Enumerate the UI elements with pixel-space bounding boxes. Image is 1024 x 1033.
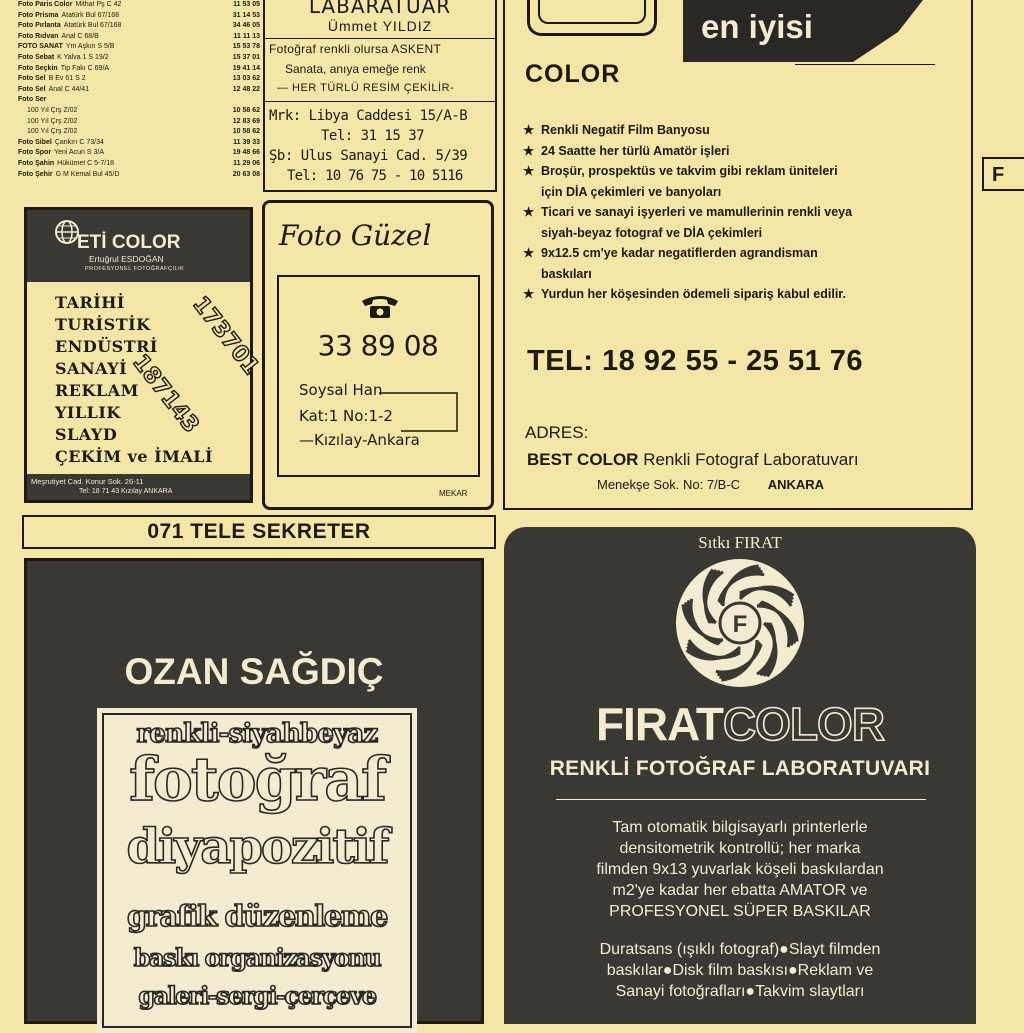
listing-entry — [18, 95, 49, 106]
firat-subtitle: RENKLİ FOTOĞRAF LABORATUVARI — [549, 757, 931, 780]
listing-name: Foto Seçkin — [18, 64, 58, 72]
eti-tagline: PROFESYONEL FOTOĞRAFÇILIK — [85, 266, 185, 272]
star-icon: ★ — [523, 246, 535, 260]
firat-brand-b: COLOR — [722, 698, 885, 750]
listing-address: Tip Fakı C 69/A — [60, 64, 110, 72]
listing-address: Mithat Pş C 42 — [75, 1, 122, 8]
listing-row — [18, 74, 260, 85]
listing-entry — [18, 85, 89, 96]
eti-phone-1: 187143 — [127, 350, 204, 438]
listing-address: Çankırı C 73/34 — [54, 138, 104, 146]
firat-body-line: m2'ye kadar her ebatta AMATOR ve — [612, 882, 868, 899]
best-street: Menekşe Sok. No: 7/B-C — [597, 477, 741, 492]
lab-owner: Ümmet YILDIZ — [327, 18, 433, 34]
service-item — [523, 120, 963, 141]
listing-row — [18, 32, 260, 43]
service-text: 24 Saatte her türlü Amatör işleri — [541, 143, 730, 158]
firat-body-line: PROFESYONEL SÜPER BASKILAR — [609, 903, 871, 920]
listing-name: Foto Şehir — [18, 170, 53, 178]
listing-address: 100 Yıl Çrş Z/02 — [27, 106, 78, 114]
aperture-logo-icon — [674, 557, 806, 689]
listing-phone: 15 37 01 — [232, 53, 260, 61]
star-icon: ★ — [523, 287, 535, 301]
service-text: Renkli Negatif Film Banyosu — [541, 123, 710, 137]
firat-services-line: baskılar●Disk film baskısı●Reklam ve — [606, 962, 874, 979]
listing-row — [18, 95, 260, 106]
listing-row — [18, 106, 260, 117]
eti-address-2: Tel: 18 71 43 Kızılay ANKARA — [79, 488, 173, 495]
phone-listing — [18, 0, 260, 192]
listing-entry — [24, 127, 77, 138]
service-text: Broşür, prospektüs ve takvim gibi reklam üniteleri — [541, 164, 838, 178]
listing-phone: 12 48 22 — [232, 85, 260, 93]
listing-phone: 11 39 33 — [233, 138, 260, 146]
best-address-line — [597, 477, 957, 492]
firat-color-ad — [504, 527, 976, 1024]
listing-entry — [24, 106, 77, 117]
listing-row — [18, 159, 260, 170]
listing-name: Foto Sel — [18, 75, 46, 83]
listing-entry — [18, 53, 109, 64]
guzel-inner-box — [277, 275, 480, 477]
star-icon: ★ — [523, 123, 535, 137]
ozan-line-4: grafik düzenleme — [127, 899, 387, 933]
service-text: Ticari ve sanayi işyerleri ve mamullerinin renkli veya — [541, 205, 853, 219]
listing-phone: 11 53 05 — [233, 1, 260, 8]
guzel-phone: 33 89 08 — [317, 329, 439, 362]
listing-name: Foto Spor — [18, 149, 52, 157]
listing-address: G M Kemal Bul 45/D — [55, 170, 120, 178]
listing-phone: 19 41 14 — [232, 64, 260, 72]
best-color-ad — [503, 0, 973, 510]
best-desc: Renkli Fotograf Laboratuvarı — [643, 450, 859, 469]
listing-entry — [18, 32, 99, 43]
listing-name: Foto Paris Color — [18, 1, 73, 8]
listing-row — [18, 170, 260, 181]
listing-name: Foto Sel — [18, 85, 46, 93]
eti-service-item: TURİSTİK — [55, 315, 151, 334]
eti-owner: Ertuğrul ESDOĞAN — [89, 254, 164, 264]
section-tab-f: F — [982, 157, 1024, 191]
listing-entry — [18, 159, 114, 170]
guzel-line3: —Kızılay-Ankara — [299, 431, 420, 449]
listing-phone: 20 63 08 — [232, 170, 260, 178]
service-text: için DİA çekimleri ve banyoları — [541, 184, 722, 199]
lab-sube-tel: Tel: 10 76 75 - 10 5116 — [287, 168, 463, 184]
eti-footer — [27, 474, 250, 500]
tele-sekreter-ad — [22, 515, 496, 549]
listing-address: Anal C 68/B — [61, 32, 99, 40]
best-logo-fragment — [527, 0, 657, 36]
service-text: Yurdun her köşesinden ödemeli sipariş kabul edilir. — [541, 287, 846, 301]
telephone-icon — [359, 291, 401, 321]
star-icon: ★ — [523, 143, 535, 158]
listing-phone: 10 58 62 — [232, 106, 260, 114]
star-icon — [523, 264, 533, 285]
ozan-line-3: diyapozitif — [126, 819, 388, 875]
listing-address: 100 Yıl Çrş Z/02 — [27, 117, 78, 125]
eti-service-item: REKLAM — [55, 381, 139, 400]
listing-entry — [18, 148, 104, 159]
ozan-name: OZAN SAĞDIÇ — [124, 651, 384, 692]
listing-row — [18, 53, 260, 64]
best-adres-label: ADRES: — [525, 423, 589, 442]
guzel-logo: Foto Güzel — [279, 219, 432, 252]
listing-entry — [18, 64, 109, 75]
listing-row — [18, 21, 260, 32]
listing-name: Foto Sibel — [18, 138, 52, 146]
firat-body-line: Tam otomatik bilgisayarlı printerlerle — [612, 819, 868, 836]
listing-phone: 11 29 06 — [233, 159, 260, 167]
eti-color-ad — [24, 207, 264, 503]
ozan-line-2: fotoğraf — [129, 745, 385, 815]
firat-body-line: densitometrik kontrollü; her marka — [619, 840, 861, 857]
listing-phone: 15 53 78 — [232, 43, 260, 51]
best-slogan: en iyisi — [701, 8, 813, 45]
best-services-list — [523, 120, 963, 305]
star-icon — [523, 223, 533, 244]
listing-row — [18, 64, 260, 75]
listing-phone: 31 14 53 — [232, 11, 260, 19]
eti-service-item: ENDÜSTRİ — [55, 337, 158, 356]
listing-entry — [18, 21, 121, 32]
listing-name: Foto Ser — [18, 96, 47, 104]
service-item — [523, 223, 963, 244]
best-name: BEST COLOR — [527, 450, 639, 469]
askent-lab-ad — [263, 0, 497, 192]
service-item — [523, 161, 963, 182]
ozan-line-5: baskı organizasyonu — [133, 943, 381, 972]
listing-phone: 19 48 66 — [232, 149, 260, 157]
foto-guzel-ad — [262, 200, 494, 510]
best-name-line — [527, 450, 967, 470]
eti-phone-2: 173701 — [187, 292, 264, 380]
eti-service-item: SLAYD — [55, 425, 118, 444]
listing-row — [18, 127, 260, 138]
eti-service-item: SANAYİ — [55, 359, 128, 378]
listing-row — [18, 148, 260, 159]
firat-brand — [504, 697, 976, 751]
eti-brand: ETİ COLOR — [77, 232, 181, 253]
listing-entry — [24, 117, 77, 128]
guzel-line2: Kat:1 No:1-2 — [299, 407, 393, 425]
listing-row — [18, 117, 260, 128]
firat-services — [504, 939, 976, 1002]
ozan-sagdic-ad — [24, 558, 484, 1024]
service-item — [523, 243, 963, 264]
listing-row — [18, 0, 260, 11]
listing-address: Ym Aşkın S 5/B — [65, 43, 115, 51]
star-icon: ★ — [523, 205, 535, 219]
firat-brand-a: FIRAT — [595, 698, 723, 750]
eti-header — [27, 210, 250, 282]
listing-address: Anal C 44/41 — [48, 85, 90, 93]
listing-row — [18, 42, 260, 53]
listing-row — [18, 138, 260, 149]
listing-name: FOTO SANAT — [18, 43, 63, 51]
best-phone: TEL: 18 92 55 - 25 51 76 — [527, 345, 864, 377]
listing-phone: 13 03 62 — [232, 75, 260, 83]
firat-owner: Sıtkı FIRAT — [698, 533, 782, 552]
ozan-services-panel — [97, 708, 417, 1033]
tele-text: 071 TELE SEKRETER — [147, 520, 371, 543]
service-text: siyah-beyaz fotograf ve DİA çekimleri — [541, 225, 763, 240]
listing-row — [18, 85, 260, 96]
best-color-heading: COLOR — [525, 60, 621, 88]
service-item — [523, 284, 963, 305]
listing-address: Hükümet C 5-7/18 — [57, 159, 114, 167]
listing-name: Foto Prisma — [18, 11, 59, 19]
eti-service-item: YILLIK — [55, 403, 121, 422]
lab-line2: Sanata, anıya emeğe renk — [285, 62, 426, 76]
lab-line1: Fotoğraf renkli olursa ASKENT — [269, 42, 442, 56]
service-item — [523, 202, 963, 223]
lab-sube: Şb: Ulus Sanayi Cad. 5/39 — [269, 148, 468, 164]
ozan-line-6: galeri-sergi-çerçeve — [138, 981, 376, 1010]
lab-merkez: Mrk: Libya Caddesi 15/A-B — [269, 108, 468, 124]
listing-address: Yeni Acun S 3/A — [54, 149, 105, 157]
listing-address: K Yalva 1 S 19/2 — [57, 53, 109, 61]
guzel-bracket — [379, 391, 459, 451]
listing-address: Atatürk Bul 67/168 — [63, 22, 122, 30]
listing-entry — [18, 74, 86, 85]
listing-phone: 10 58 62 — [232, 128, 260, 136]
service-text: baskıları — [541, 266, 592, 281]
listing-name: Foto Pırlanta — [18, 22, 61, 30]
listing-phone: 34 46 05 — [232, 22, 260, 30]
eti-service-item: TARİHİ — [55, 293, 125, 312]
firat-body-line: filmden 9x13 yuvarlak köşeli baskılardan — [596, 861, 884, 878]
guzel-line1: Soysal Han — [299, 381, 383, 399]
eti-address: Meşrutiyet Cad. Konur Sok. 26-11 — [31, 477, 144, 486]
listing-phone: 12 83 69 — [232, 117, 260, 125]
firat-services-line: Duratsans (ışıklı fotograf)●Slayt filmden — [599, 941, 881, 958]
listing-entry — [18, 42, 115, 53]
listing-address: 100 Yıl Çrş Z/02 — [27, 128, 78, 136]
star-icon — [523, 182, 533, 203]
listing-name: Foto Rıdvan — [18, 32, 59, 40]
star-icon: ★ — [523, 164, 535, 178]
listing-address: Atatürk Bul 67/168 — [61, 11, 120, 19]
lab-title: LABARATUAR — [308, 0, 452, 18]
lab-line3: — HER TÜRLÜ RESİM ÇEKİLİR- — [277, 82, 455, 94]
service-item — [523, 182, 963, 203]
listing-address: B Ev 61 S 2 — [48, 75, 86, 83]
listing-entry — [18, 0, 121, 11]
firat-logo-letter: F — [732, 611, 748, 638]
listing-name: Foto Sebat — [18, 53, 55, 61]
lab-merkez-tel: Tel: 31 15 37 — [321, 128, 425, 144]
listing-entry — [18, 138, 104, 149]
service-item — [523, 264, 963, 285]
eti-service-item: ÇEKİM ve İMALİ — [55, 447, 213, 466]
listing-entry — [18, 11, 119, 22]
firat-body — [504, 817, 976, 922]
ozan-line-1: renkli-siyahbeyaz — [136, 719, 378, 749]
listing-name: Foto Şahin — [18, 159, 55, 167]
best-city: ANKARA — [767, 477, 825, 492]
guzel-credit: MEKAR — [439, 489, 468, 498]
listing-entry — [18, 170, 119, 181]
firat-services-line: Sanayi fotoğrafları●Takvim slaytları — [615, 983, 865, 1000]
listing-phone: 11 11 13 — [233, 32, 260, 40]
service-item — [523, 141, 963, 162]
listing-row — [18, 11, 260, 22]
service-text: 9x12.5 cm'ye kadar negatiflerden agrandisman — [541, 246, 818, 260]
